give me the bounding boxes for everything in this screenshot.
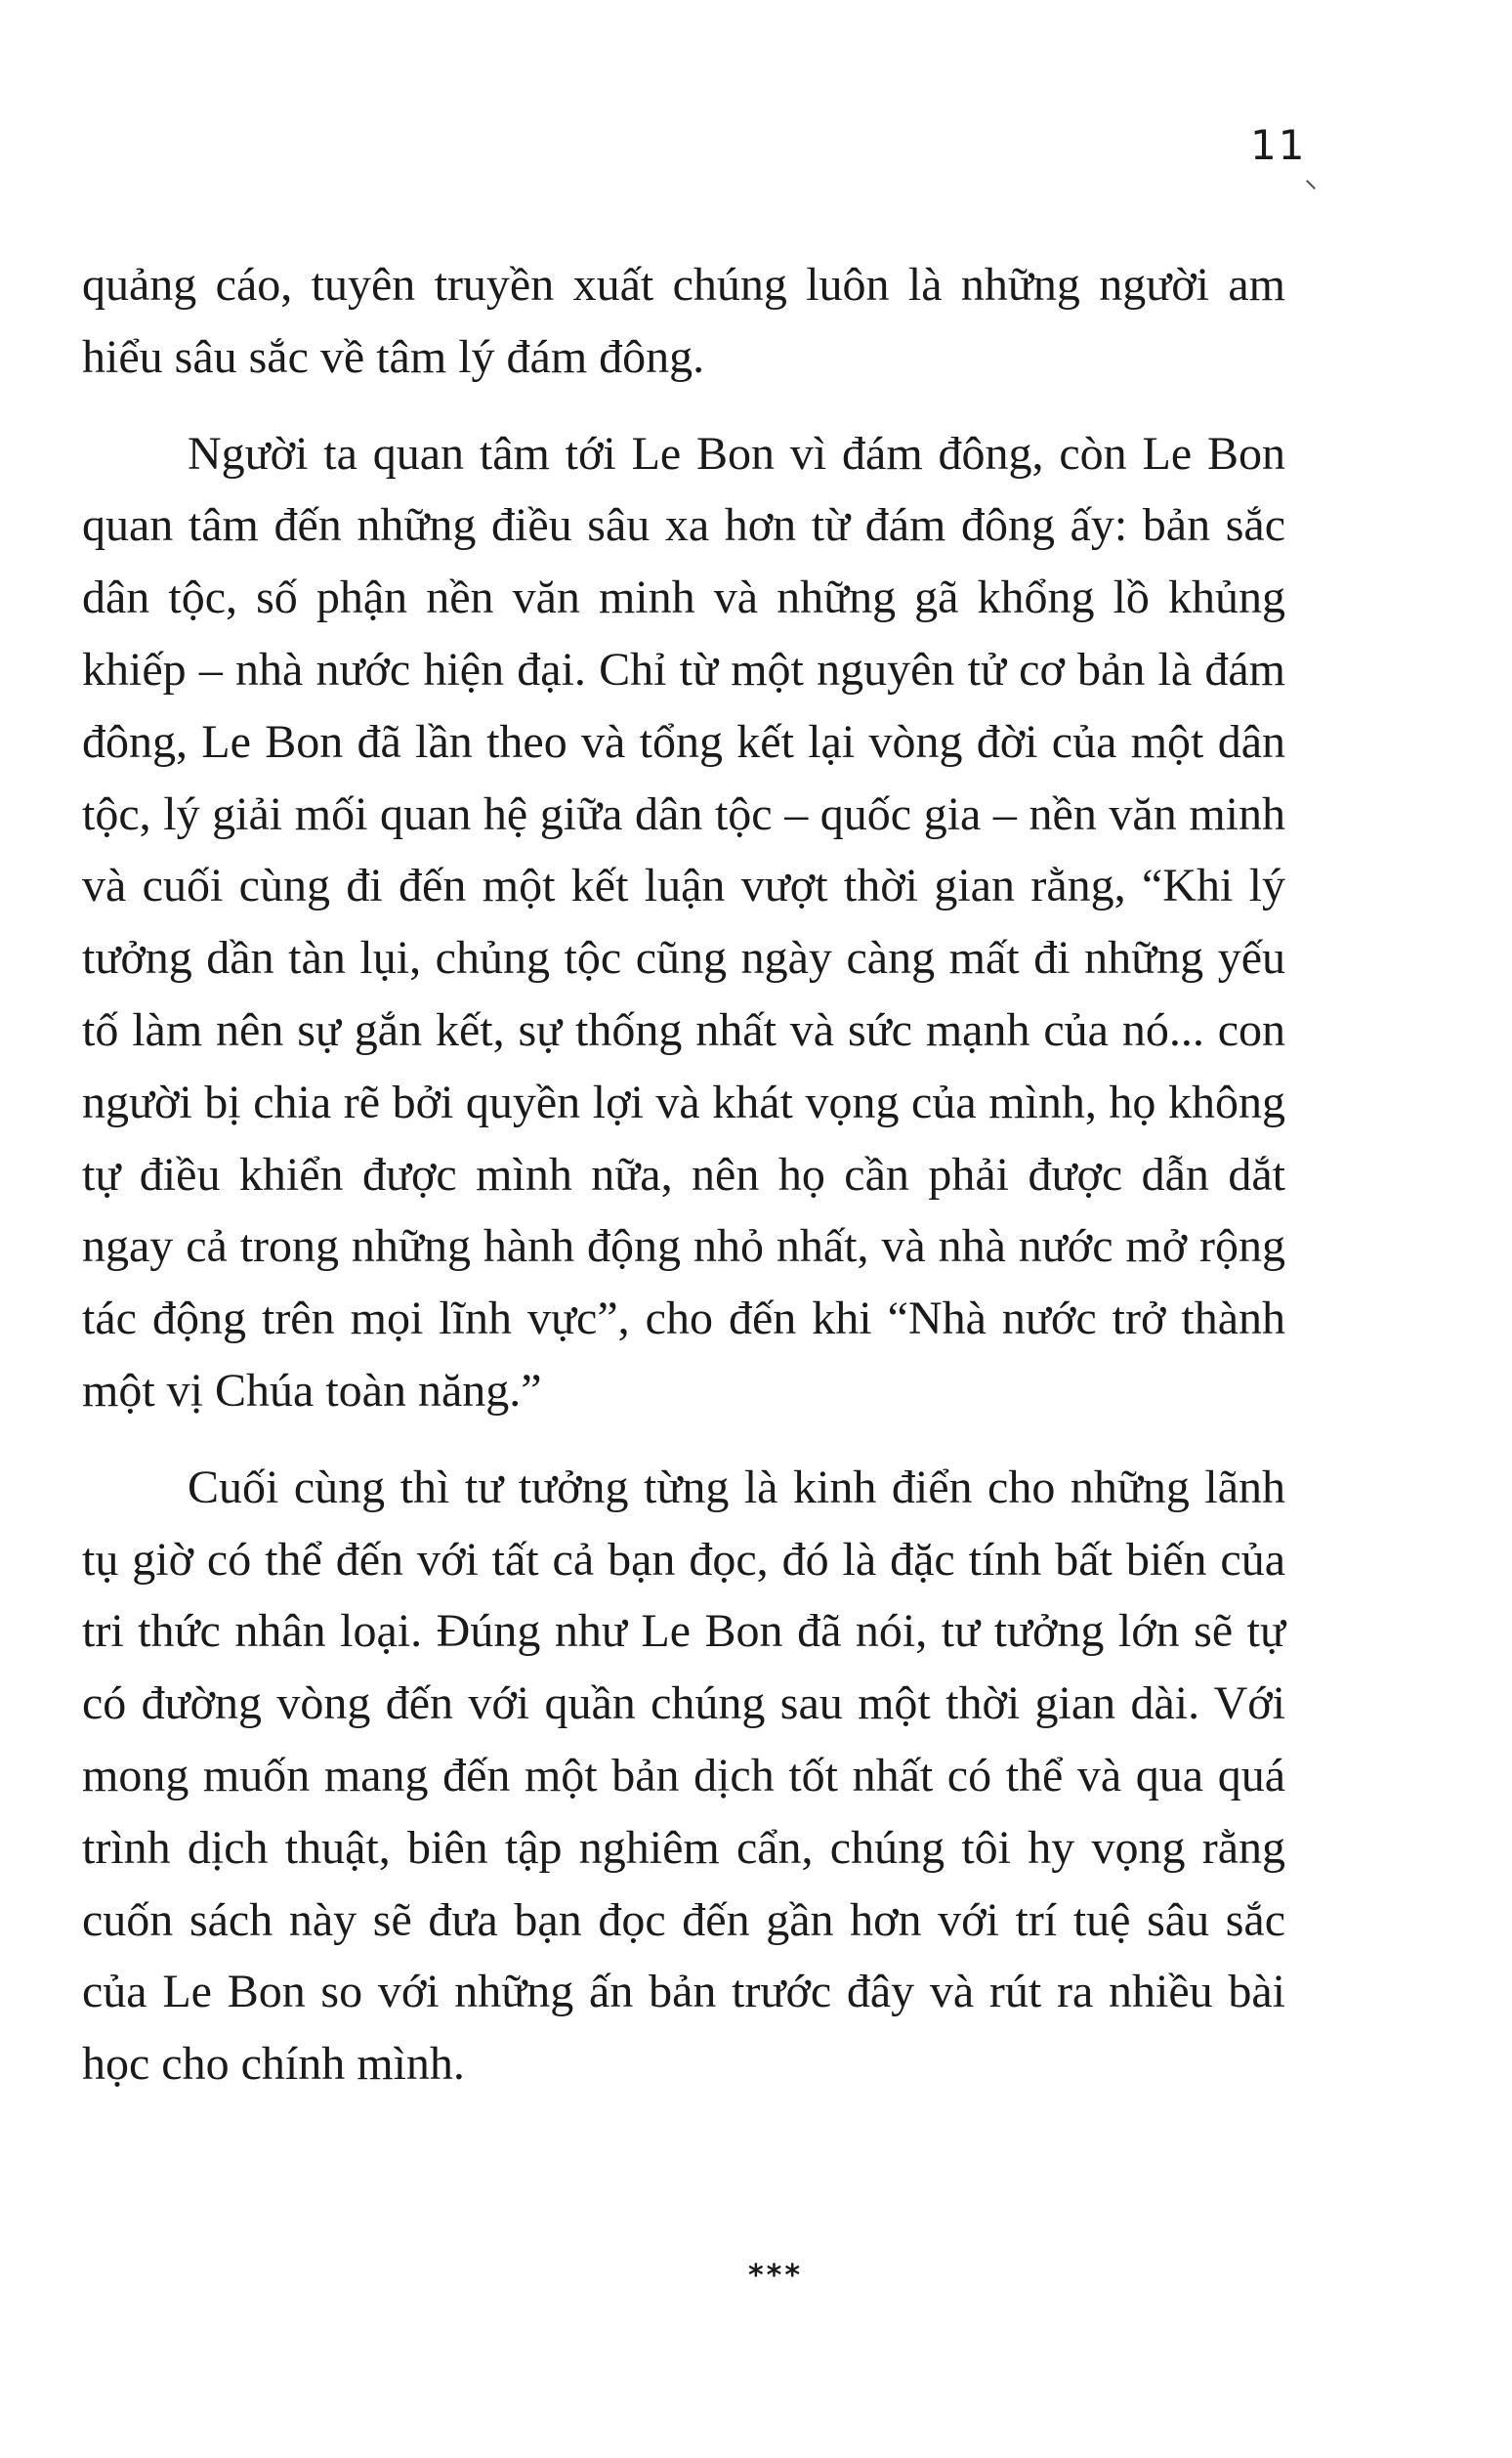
paragraph-conclusion: Cuối cùng thì tư tưởng từng là kinh điển cho những lãnh tụ giờ có thể đến với tất cả bạn đọc, đó là đặc tính bất biến của tri thức nhân loại. Đúng như Le Bon đã nói, tư tưởng lớn sẽ tự có đường vòng đến với quần chúng sau một thời gian dài. Với mong muốn mang đến một bản dịch tốt nhất có thể và qua quá trình dịch thuật, biên tập nghiêm cẩn, chúng tôi hy vọng rằng cuốn sách này sẽ đưa bạn đọc đến gần hơn với trí tuệ sâu sắc của Le Bon so với những ấn bản trước đây và rút ra nhiều bài học cho chính mình. <box>82 1461 1285 2091</box>
body-text <box>82 249 1285 2100</box>
paragraph-continued: quảng cáo, tuyên truyền xuất chúng luôn là những người am hiểu sâu sắc về tâm lý đám đông. <box>82 259 1285 383</box>
paragraph-le-bon-crowd: Người ta quan tâm tới Le Bon vì đám đông, còn Le Bon quan tâm đến những điều sâu xa hơn từ đám đông ấy: bản sắc dân tộc, số phận nền văn minh và những gã khổng lồ khủng khiếp – nhà nước hiện đại. Chỉ từ một nguyên tử cơ bản là đám đông, Le Bon đã lần theo và tổng kết lại vòng đời của một dân tộc, lý giải mối quan hệ giữa dân tộc – quốc gia – nền văn minh và cuối cùng đi đến một kết luận vượt thời gian rằng, “Khi lý tưởng dần tàn lụi, chủng tộc cũng ngày càng mất đi những yếu tố làm nên sự gắn kết, sự thống nhất và sức mạnh của nó... con người bị chia rẽ bởi quyền lợi và khát vọng của mình, họ không tự điều khiển được mình nữa, nên họ cần phải được dẫn dắt ngay cả trong những hành động nhỏ nhất, và nhà nước mở rộng tác động trên mọi lĩnh vực”, cho đến khi “Nhà nước trở thành một vị Chúa toàn năng.” <box>82 427 1285 1417</box>
section-separator: *** <box>747 2259 804 2293</box>
scan-mark <box>1306 180 1316 190</box>
page-number: 11 <box>1250 121 1307 169</box>
